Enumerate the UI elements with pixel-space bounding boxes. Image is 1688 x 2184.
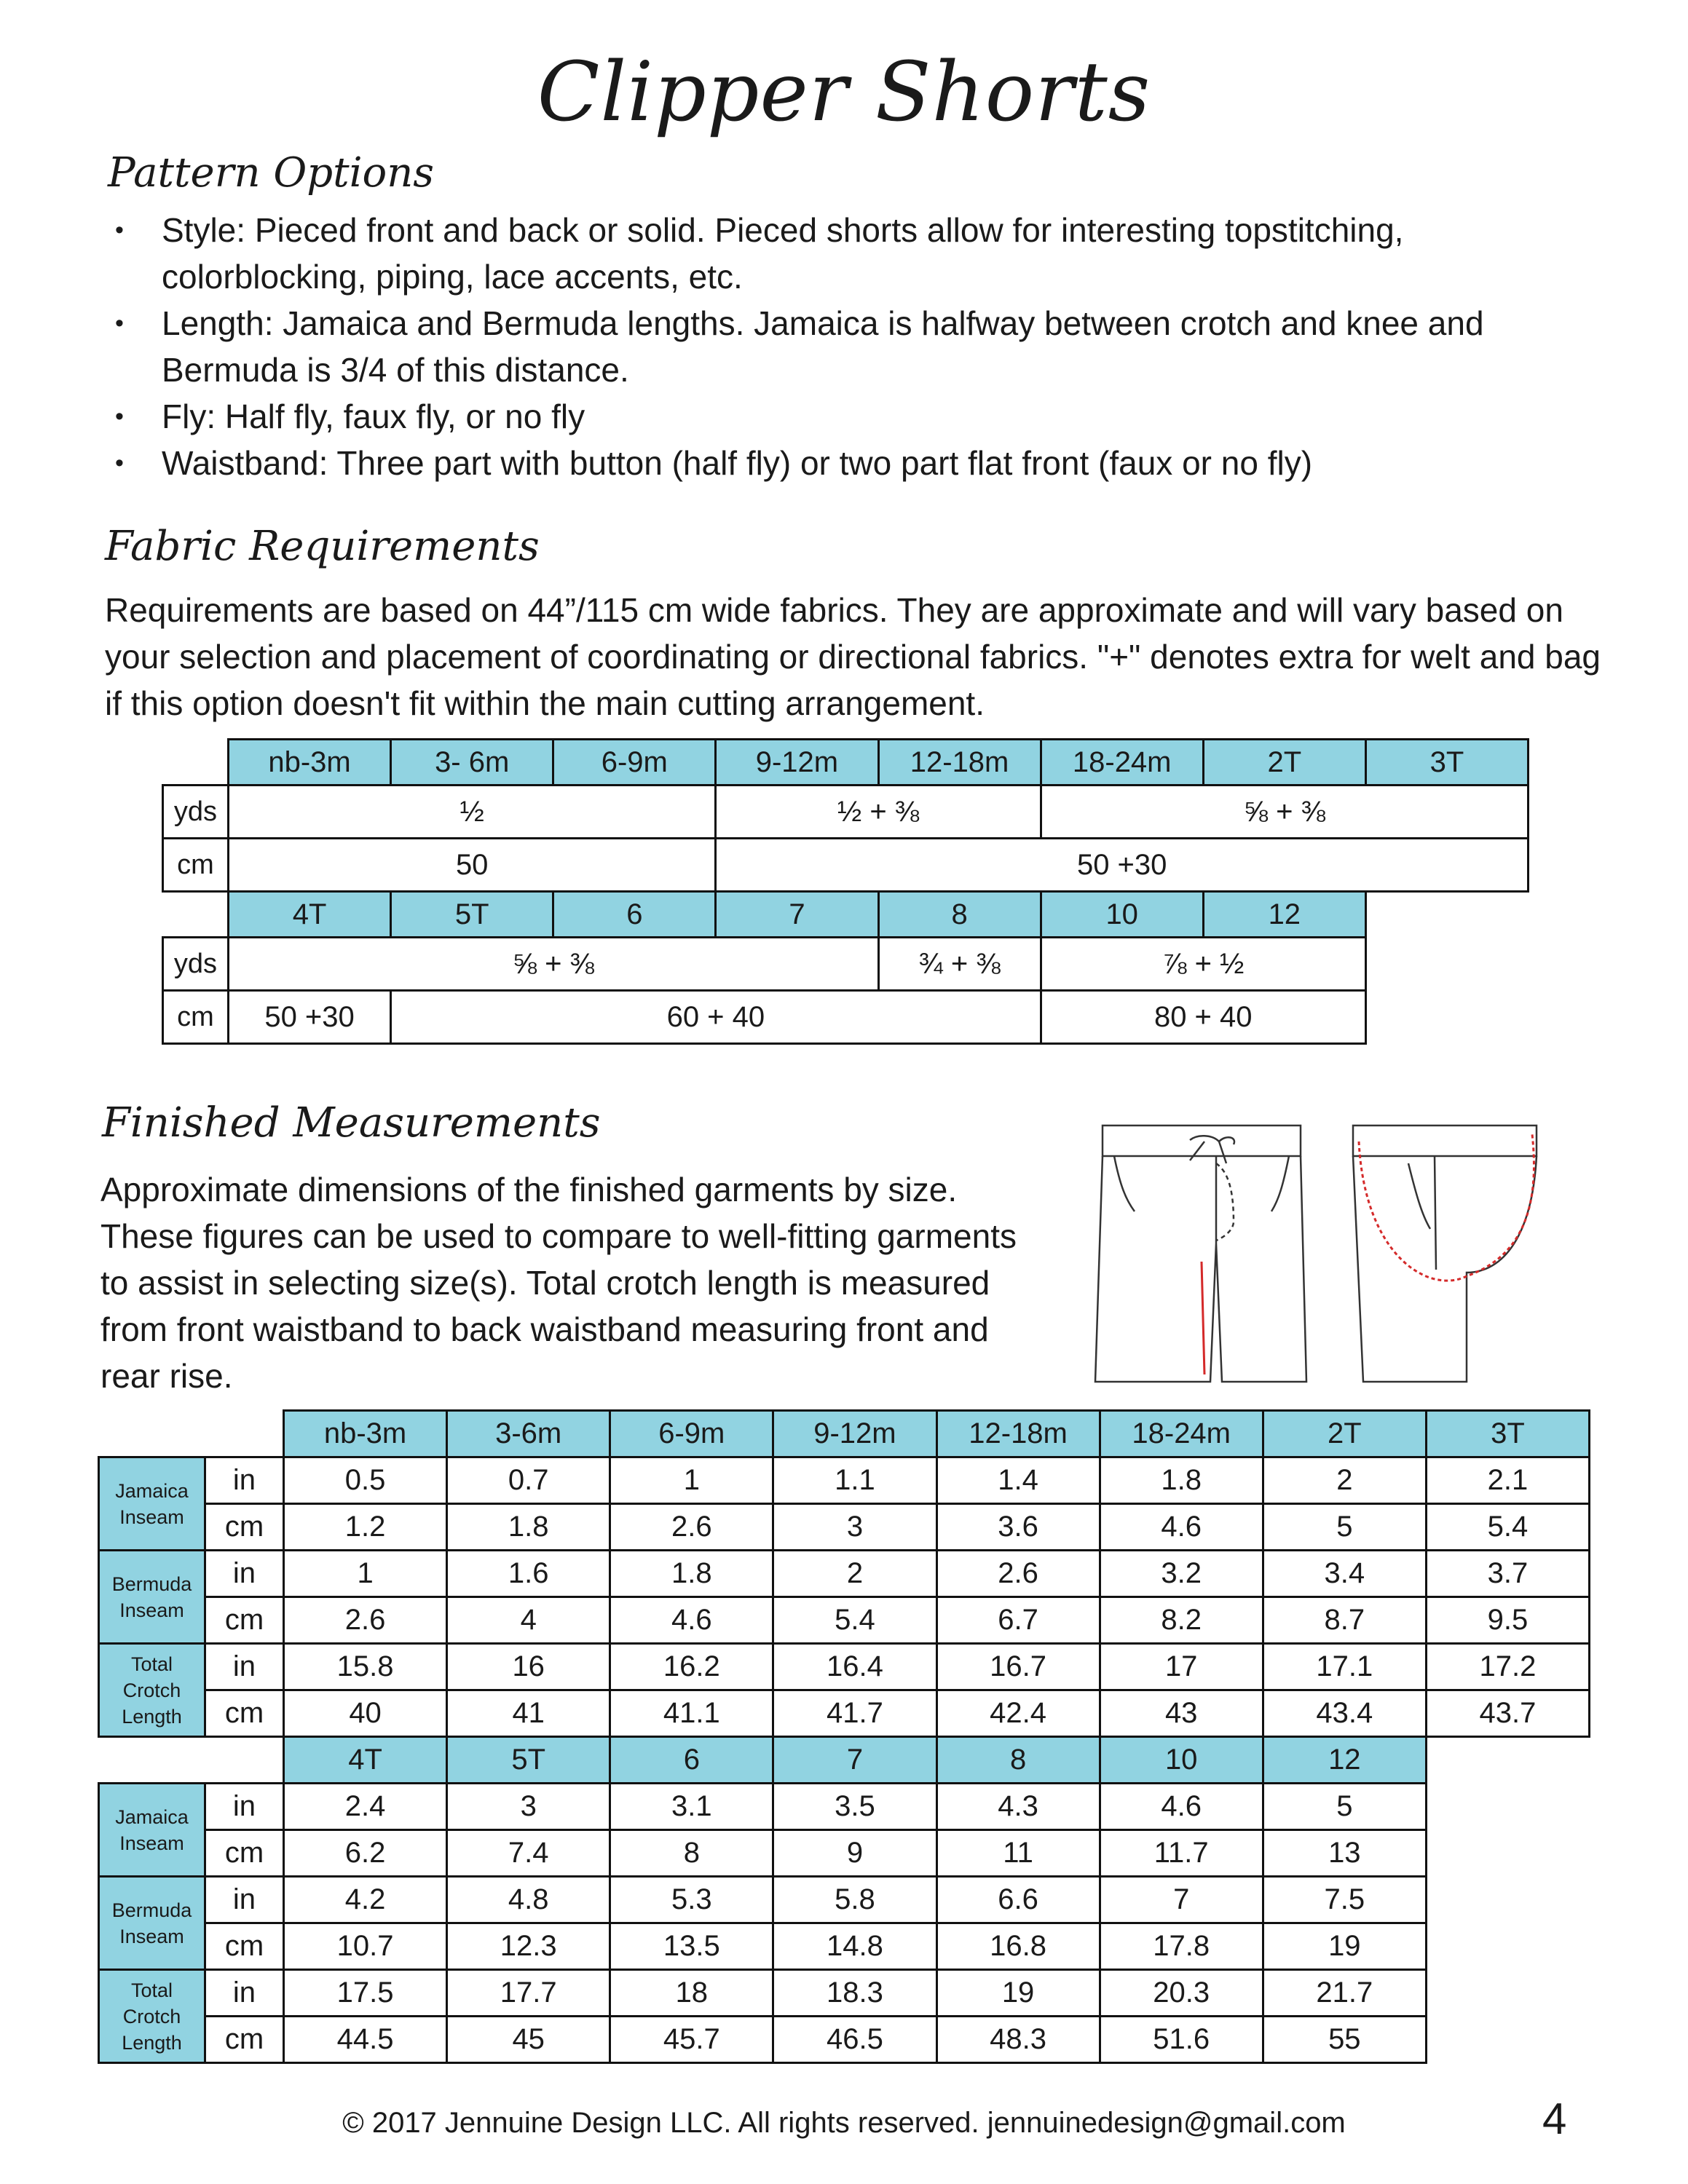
size-header: 7 [773, 1737, 936, 1784]
corner-cell [163, 740, 229, 786]
measurement-row [99, 1877, 1590, 1923]
measurement-row [99, 1551, 1590, 1597]
copyright-footer: © 2017 Jennuine Design LLC. All rights reserved. jennuinedesign@gmail.com [342, 2107, 1346, 2139]
measurement-value: 2.4 [284, 1784, 447, 1830]
measurement-group-label: Total Crotch Length [99, 1970, 205, 2063]
measurement-value: 41.1 [610, 1690, 773, 1737]
measurement-value: 18 [610, 1970, 773, 2017]
measurement-value: 17.5 [284, 1970, 447, 2017]
page-number: 4 [1542, 2094, 1567, 2143]
measurement-value: 43 [1100, 1690, 1263, 1737]
measurement-value: 6.2 [284, 1830, 447, 1877]
measurement-value: 41 [447, 1690, 610, 1737]
size-header: 4T [229, 892, 391, 938]
measurement-value: 5.8 [773, 1877, 936, 1923]
measurement-value: 8 [610, 1830, 773, 1877]
measurements-body [99, 1411, 1590, 2063]
size-header: 9-12m [716, 740, 878, 786]
measurement-value: 12.3 [447, 1923, 610, 1970]
unit-label: cm [205, 1830, 284, 1877]
measurement-value: 5.4 [773, 1597, 936, 1644]
measurement-group-label: Total Crotch Length [99, 1644, 205, 1737]
measurement-value: 3 [773, 1504, 936, 1551]
measurement-row [99, 1597, 1590, 1644]
pattern-options-heading: Pattern Options [108, 149, 435, 197]
measurement-value: 1.6 [447, 1551, 610, 1597]
measurement-value: 19 [936, 1970, 1100, 2017]
measurement-value: 16.8 [936, 1923, 1100, 1970]
size-header: 12-18m [936, 1411, 1100, 1457]
measurement-row [99, 1784, 1590, 1830]
row-label-cm: cm [163, 991, 229, 1044]
cm-cell: 50 +30 [716, 839, 1529, 892]
measurement-value: 20.3 [1100, 1970, 1263, 2017]
size-header: 12 [1203, 892, 1365, 938]
measurement-value: 3.1 [610, 1784, 773, 1830]
measurement-value: 3 [447, 1784, 610, 1830]
size-header-row [163, 892, 1529, 938]
option-style: • Style: Pieced front and back or solid. Pieced shorts allow for interesting topstitching, colorblocking, piping, lace accents, etc. [109, 207, 1609, 300]
measurement-value: 44.5 [284, 2017, 447, 2063]
unit-label: in [205, 1784, 284, 1830]
measurement-value: 16.7 [936, 1644, 1100, 1690]
option-fly: • Fly: Half fly, faux fly, or no fly [109, 393, 1609, 440]
size-header: 6 [553, 892, 716, 938]
measurement-value: 43.4 [1263, 1690, 1426, 1737]
pattern-options-list [109, 207, 1609, 486]
measurement-value: 7.5 [1263, 1877, 1426, 1923]
measurement-value: 1.1 [773, 1457, 936, 1504]
corner-cell [99, 1737, 284, 1784]
finished-measurements-table [98, 1409, 1590, 2064]
measurement-group-label: Jamaica Inseam [99, 1784, 205, 1877]
measurement-group-label: Jamaica Inseam [99, 1457, 205, 1551]
measurement-value: 9 [773, 1830, 936, 1877]
measurement-value: 11 [936, 1830, 1100, 1877]
measurement-value: 3.5 [773, 1784, 936, 1830]
measurement-value: 4.6 [610, 1597, 773, 1644]
size-header-row [99, 1411, 1590, 1457]
size-header: 9-12m [773, 1411, 936, 1457]
size-header: nb-3m [229, 740, 391, 786]
empty-cell [1365, 892, 1528, 938]
measurement-value: 5.3 [610, 1877, 773, 1923]
measurement-value: 15.8 [284, 1644, 447, 1690]
measurement-value: 2.6 [610, 1504, 773, 1551]
measurement-value: 4.2 [284, 1877, 447, 1923]
size-header: 2T [1263, 1411, 1426, 1457]
size-header: 6-9m [610, 1411, 773, 1457]
empty-cell [1426, 1877, 1589, 1923]
cm-row [163, 839, 1529, 892]
yds-row [163, 938, 1529, 991]
size-header: 3T [1365, 740, 1528, 786]
measurement-value: 2 [773, 1551, 936, 1597]
measurement-value: 21.7 [1263, 1970, 1426, 2017]
measurement-value: 3.7 [1426, 1551, 1589, 1597]
measurement-value: 4.8 [447, 1877, 610, 1923]
measurement-value: 1.4 [936, 1457, 1100, 1504]
measurement-value: 6.7 [936, 1597, 1100, 1644]
yds-cell: ⅝ + ⅜ [1041, 786, 1528, 839]
option-length: • Length: Jamaica and Bermuda lengths. Jamaica is halfway between crotch and knee and Bermuda is 3/4 of this distance. [109, 300, 1609, 393]
measurement-value: 0.5 [284, 1457, 447, 1504]
measurement-value: 17.2 [1426, 1644, 1589, 1690]
measurement-value: 4.6 [1100, 1784, 1263, 1830]
cm-cell: 50 [229, 839, 716, 892]
measurement-row [99, 1644, 1590, 1690]
size-header: 8 [936, 1737, 1100, 1784]
empty-cell [1426, 2017, 1589, 2063]
corner-cell [163, 892, 229, 938]
measurement-value: 3.2 [1100, 1551, 1263, 1597]
option-waistband: • Waistband: Three part with button (half fly) or two part flat front (faux or no fly) [109, 440, 1609, 486]
size-header: 18-24m [1100, 1411, 1263, 1457]
measurement-value: 2 [1263, 1457, 1426, 1504]
size-header: 18-24m [1041, 740, 1203, 786]
size-header: 3-6m [447, 1411, 610, 1457]
empty-cell [1365, 991, 1528, 1044]
measurement-row [99, 1830, 1590, 1877]
empty-cell [1426, 1737, 1589, 1784]
finished-measurements-heading: Finished Measurements [102, 1099, 601, 1147]
unit-label: in [205, 1551, 284, 1597]
measurement-value: 17.7 [447, 1970, 610, 2017]
measurement-value: 1.8 [1100, 1457, 1263, 1504]
yds-cell: ½ + ⅜ [716, 786, 1041, 839]
measurement-value: 11.7 [1100, 1830, 1263, 1877]
size-header: 4T [284, 1737, 447, 1784]
finished-measurements-text: Approximate dimensions of the finished garments by size. These figures can be used to compare to well-fitting garments to assist in selecting size(s). Total crotch length is measured from front waistband to back waistband measuring front and rear rise. [100, 1171, 1017, 1395]
measurement-value: 19 [1263, 1923, 1426, 1970]
measurement-value: 8.2 [1100, 1597, 1263, 1644]
measurement-value: 4.6 [1100, 1504, 1263, 1551]
measurement-value: 16.4 [773, 1644, 936, 1690]
measurement-value: 46.5 [773, 2017, 936, 2063]
measurement-value: 0.7 [447, 1457, 610, 1504]
measurement-row [99, 2017, 1590, 2063]
row-label-yds: yds [163, 938, 229, 991]
empty-cell [1365, 938, 1528, 991]
measurement-value: 4 [447, 1597, 610, 1644]
unit-label: cm [205, 1504, 284, 1551]
measurement-value: 43.7 [1426, 1690, 1589, 1737]
measurement-value: 2.6 [284, 1597, 447, 1644]
measurement-value: 1.8 [610, 1551, 773, 1597]
measurement-value: 16 [447, 1644, 610, 1690]
measurement-value: 3.6 [936, 1504, 1100, 1551]
measurement-value: 8.7 [1263, 1597, 1426, 1644]
measurement-row [99, 1457, 1590, 1504]
measurement-value: 3.4 [1263, 1551, 1426, 1597]
cm-cell: 50 +30 [229, 991, 391, 1044]
measurement-value: 45 [447, 2017, 610, 2063]
fabric-requirements-table [162, 738, 1529, 1045]
measurement-value: 6.6 [936, 1877, 1100, 1923]
measurement-value: 5 [1263, 1504, 1426, 1551]
measurement-value: 7.4 [447, 1830, 610, 1877]
unit-label: cm [205, 1597, 284, 1644]
measurement-value: 1.8 [447, 1504, 610, 1551]
size-header: 8 [878, 892, 1041, 938]
size-header: 7 [716, 892, 878, 938]
measurement-value: 1 [284, 1551, 447, 1597]
corner-cell [99, 1411, 284, 1457]
size-header: 6 [610, 1737, 773, 1784]
measurement-value: 55 [1263, 2017, 1426, 2063]
size-header: 2T [1203, 740, 1365, 786]
size-header: 12 [1263, 1737, 1426, 1784]
unit-label: cm [205, 1923, 284, 1970]
size-header: 10 [1100, 1737, 1263, 1784]
shorts-illustration [1088, 1112, 1554, 1396]
measurement-value: 42.4 [936, 1690, 1100, 1737]
measurement-row [99, 1504, 1590, 1551]
empty-cell [1426, 1923, 1589, 1970]
unit-label: in [205, 1970, 284, 2017]
measurement-value: 17.8 [1100, 1923, 1263, 1970]
yds-cell: ⅞ + ½ [1041, 938, 1365, 991]
measurement-value: 2.1 [1426, 1457, 1589, 1504]
unit-label: cm [205, 1690, 284, 1737]
measurement-value: 48.3 [936, 2017, 1100, 2063]
measurement-row [99, 1923, 1590, 1970]
cm-row [163, 991, 1529, 1044]
inseam-arrow [1202, 1262, 1204, 1374]
measurement-value: 9.5 [1426, 1597, 1589, 1644]
measurement-value: 18.3 [773, 1970, 936, 2017]
measurement-value: 7 [1100, 1877, 1263, 1923]
measurement-row [99, 1690, 1590, 1737]
measurement-value: 16.2 [610, 1644, 773, 1690]
measurement-value: 41.7 [773, 1690, 936, 1737]
size-header: 6-9m [553, 740, 716, 786]
size-header-row [99, 1737, 1590, 1784]
measurement-row [99, 1970, 1590, 2017]
measurement-value: 1 [610, 1457, 773, 1504]
cm-cell: 80 + 40 [1041, 991, 1365, 1044]
row-label-cm: cm [163, 839, 229, 892]
measurement-value: 45.7 [610, 2017, 773, 2063]
size-header: 3- 6m [391, 740, 553, 786]
size-header: 3T [1426, 1411, 1589, 1457]
front-view-shorts [1095, 1125, 1306, 1382]
page-title: Clipper Shorts [537, 45, 1151, 140]
unit-label: in [205, 1644, 284, 1690]
cm-cell: 60 + 40 [391, 991, 1041, 1044]
measurement-value: 2.6 [936, 1551, 1100, 1597]
empty-cell [1426, 1784, 1589, 1830]
yds-cell: ¾ + ⅜ [878, 938, 1041, 991]
measurement-value: 4.3 [936, 1784, 1100, 1830]
yds-cell: ⅝ + ⅜ [229, 938, 879, 991]
measurement-value: 14.8 [773, 1923, 936, 1970]
size-header: 5T [391, 892, 553, 938]
back-view-shorts [1353, 1125, 1537, 1382]
size-header: 12-18m [878, 740, 1041, 786]
measurement-value: 10.7 [284, 1923, 447, 1970]
yds-cell: ½ [229, 786, 716, 839]
size-header: 5T [447, 1737, 610, 1784]
size-header: nb-3m [284, 1411, 447, 1457]
row-label-yds: yds [163, 786, 229, 839]
unit-label: in [205, 1457, 284, 1504]
measurement-value: 1.2 [284, 1504, 447, 1551]
measurement-value: 51.6 [1100, 2017, 1263, 2063]
measurement-value: 40 [284, 1690, 447, 1737]
empty-cell [1426, 1830, 1589, 1877]
fabric-requirements-text: Requirements are based on 44”/115 cm wide fabrics. They are approximate and will vary based on your selection and placement of coordinating or directional fabrics. "+" denotes extra for welt and bag if this option doesn't fit within the main cutting arrangement. [105, 591, 1601, 722]
measurement-value: 5.4 [1426, 1504, 1589, 1551]
empty-cell [1426, 1970, 1589, 2017]
measurement-group-label: Bermuda Inseam [99, 1877, 205, 1970]
measurement-value: 13.5 [610, 1923, 773, 1970]
unit-label: cm [205, 2017, 284, 2063]
size-header: 10 [1041, 892, 1203, 938]
measurement-group-label: Bermuda Inseam [99, 1551, 205, 1644]
yds-row [163, 786, 1529, 839]
unit-label: in [205, 1877, 284, 1923]
measurement-value: 5 [1263, 1784, 1426, 1830]
measurement-value: 17.1 [1263, 1644, 1426, 1690]
size-header-row [163, 740, 1529, 786]
measurement-value: 17 [1100, 1644, 1263, 1690]
fabric-requirements-heading: Fabric Requirements [105, 523, 540, 570]
measurement-value: 13 [1263, 1830, 1426, 1877]
